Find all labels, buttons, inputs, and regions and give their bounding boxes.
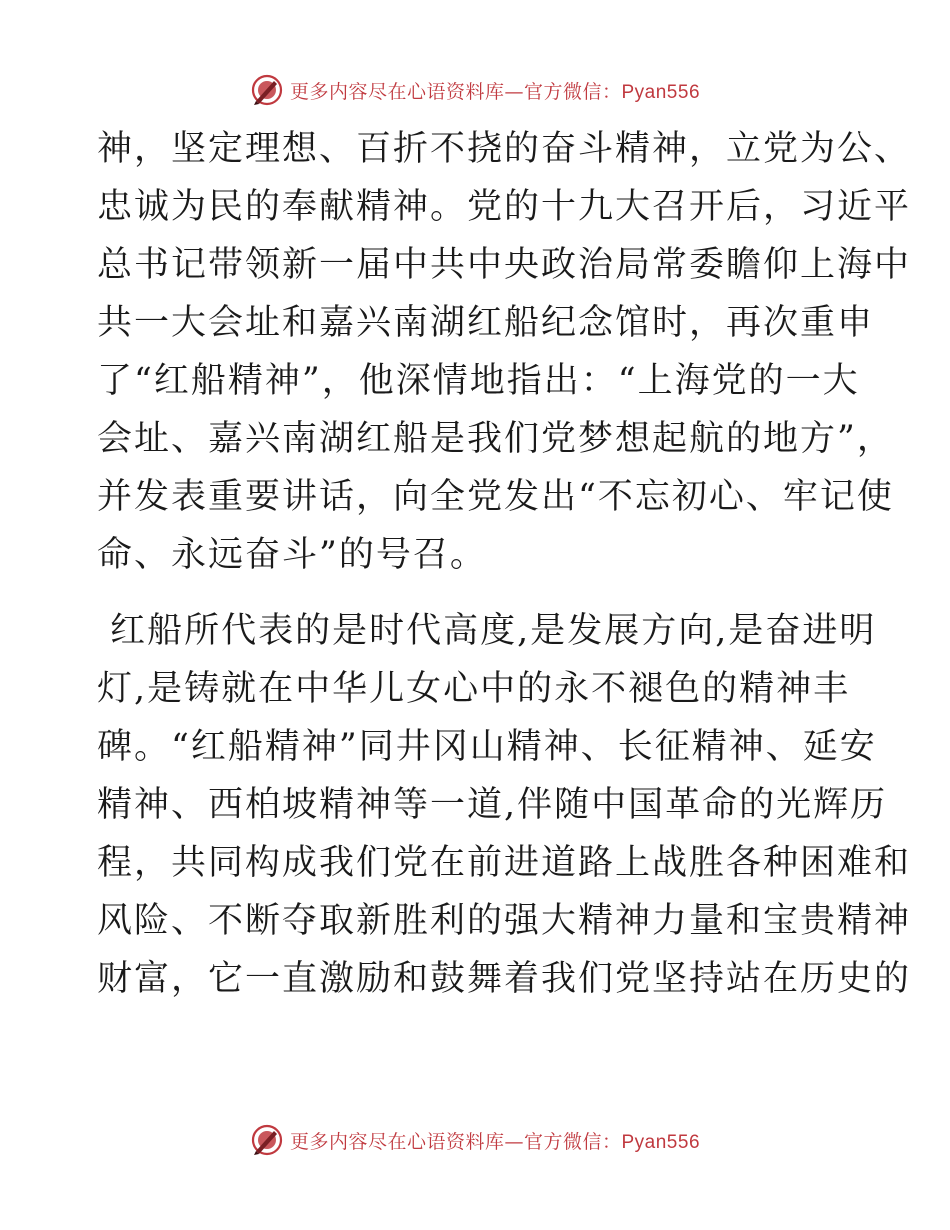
- paragraph-1: [97, 120, 912, 584]
- text-line: 财富，它一直激励和鼓舞着我们党坚持站在历史的: [97, 959, 912, 999]
- text-line: 了“红船精神”，他深情地指出：“上海党的一大: [97, 361, 860, 401]
- text-line: 精神、西柏坡精神等一道,伴随中国革命的光辉历: [97, 785, 888, 825]
- text-line: 红船所代表的是时代高度,是发展方向,是奋进明: [97, 611, 877, 651]
- text-line: 风险、不断夺取新胜利的强大精神力量和宝贵精神: [97, 901, 912, 941]
- header-banner-text: 更多内容尽在心语资料库—官方微信：: [289, 80, 622, 103]
- footer-banner: [0, 1120, 950, 1160]
- text-line: 程，共同构成我们党在前进道路上战胜各种困难和: [97, 843, 912, 883]
- paragraph-2: [97, 602, 912, 1008]
- text-line: 总书记带领新一届中共中央政治局常委瞻仰上海中: [97, 245, 912, 285]
- footer-wechat-id: Pyan556: [621, 1131, 701, 1153]
- pen-logo-icon: [250, 73, 284, 107]
- header-wechat-id: Pyan556: [621, 81, 701, 103]
- text-line: 会址、嘉兴南湖红船是我们党梦想起航的地方”，: [97, 419, 894, 459]
- text-line: 神，坚定理想、百折不挠的奋斗精神，立党为公、: [97, 129, 912, 169]
- text-line: 并发表重要讲话，向全党发出“不忘初心、牢记使: [97, 477, 894, 517]
- paragraph-gap: [97, 584, 857, 602]
- text-line: 忠诚为民的奉献精神。党的十九大召开后，习近平: [97, 187, 912, 227]
- pen-logo-icon: [250, 1123, 284, 1157]
- text-line: 灯,是铸就在中华儿女心中的永不褪色的精神丰: [97, 669, 851, 709]
- text-line: 碑。“红船精神”同井冈山精神、长征精神、延安: [97, 727, 877, 767]
- footer-banner-text: 更多内容尽在心语资料库—官方微信：: [289, 1130, 622, 1153]
- header-banner: [0, 70, 950, 110]
- document-body: [97, 120, 912, 1008]
- text-line: 共一大会址和嘉兴南湖红船纪念馆时，再次重申: [97, 303, 875, 343]
- text-line: 命、永远奋斗”的号召。: [97, 535, 487, 575]
